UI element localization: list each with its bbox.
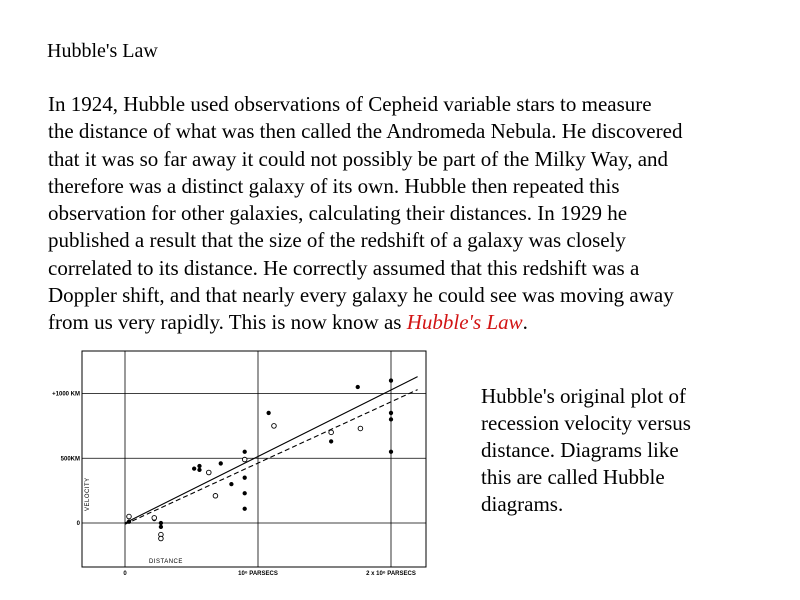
- body-line: In 1924, Hubble used observations of Cepheid variable stars to measure: [48, 92, 652, 116]
- y-tick-label: +1000 KM: [52, 391, 80, 398]
- x-tick-label: 2 x 10⁶ PARSECS: [366, 571, 416, 577]
- caption-line: recession velocity versus: [481, 411, 691, 435]
- body-line: the distance of what was then called the Andromeda Nebula. He discovered: [48, 119, 683, 144]
- data-point-filled: [219, 462, 222, 465]
- body-line: Doppler shift, and that nearly every galaxy he could see was moving away: [48, 283, 674, 308]
- data-point-filled: [159, 521, 162, 524]
- data-point-filled: [198, 464, 201, 467]
- data-point-filled: [230, 482, 233, 485]
- data-point-open: [272, 424, 277, 429]
- x-tick-label: 0: [123, 571, 127, 577]
- data-point-filled: [267, 411, 270, 414]
- hubble-diagram: [44, 345, 430, 580]
- data-point-open: [329, 430, 334, 435]
- body-line: observation for other galaxies, calculating their distances. In 1929 he: [48, 201, 628, 226]
- caption-line: diagrams.: [481, 492, 564, 516]
- body-line: that it was so far away it could not possibly be part of the Milky Way, and: [48, 146, 669, 171]
- body-line-prefix: from us very rapidly. This is now know as: [48, 310, 407, 335]
- data-point-open: [206, 470, 211, 475]
- hubbles-law-highlight: Hubble's Law: [406, 310, 523, 335]
- data-point-filled: [389, 418, 392, 421]
- y-tick-label: 0: [76, 521, 80, 527]
- fit-line-dashed: [125, 390, 418, 525]
- data-point-open: [358, 426, 363, 431]
- data-point-filled: [159, 525, 162, 528]
- data-point-filled: [127, 520, 130, 523]
- x-tick-label: 10⁶ PARSECS: [238, 571, 278, 577]
- data-point-filled: [243, 492, 246, 495]
- data-point-filled: [192, 467, 195, 470]
- body-text: [48, 91, 788, 337]
- slide-title: Hubble's Law: [47, 40, 158, 62]
- y-axis-label: VELOCITY: [85, 477, 91, 511]
- data-point-filled: [329, 440, 332, 443]
- caption-line: Hubble's original plot of: [481, 384, 687, 408]
- fit-line-solid: [125, 377, 418, 523]
- body-line: published a result that the size of the redshift of a galaxy was closely: [48, 228, 626, 253]
- data-point-open: [159, 536, 164, 541]
- data-point-filled: [243, 450, 246, 453]
- data-point-open: [213, 494, 218, 499]
- data-point-filled: [389, 450, 392, 453]
- data-point-open: [152, 516, 157, 521]
- data-point-filled: [389, 411, 392, 414]
- figure-caption: [481, 383, 741, 518]
- body-line: therefore was a distinct galaxy of its own. Hubble then repeated this: [48, 173, 620, 198]
- data-point-filled: [356, 385, 359, 388]
- hubble-plot-svg: [44, 345, 430, 580]
- data-point-filled: [243, 507, 246, 510]
- body-line: correlated to its distance. He correctly assumed that this redshift was a: [48, 255, 640, 280]
- data-point-open: [242, 457, 247, 462]
- body-line-suffix: .: [522, 310, 528, 335]
- data-point-open: [127, 514, 132, 519]
- body-line-last: [48, 309, 788, 336]
- y-tick-label: 500KM: [60, 456, 80, 463]
- x-axis-label: DISTANCE: [149, 559, 183, 565]
- data-point-filled: [243, 476, 246, 479]
- caption-line: distance. Diagrams like: [481, 438, 679, 462]
- data-point-filled: [389, 379, 392, 382]
- caption-line: this are called Hubble: [481, 465, 665, 489]
- data-point-filled: [198, 468, 201, 471]
